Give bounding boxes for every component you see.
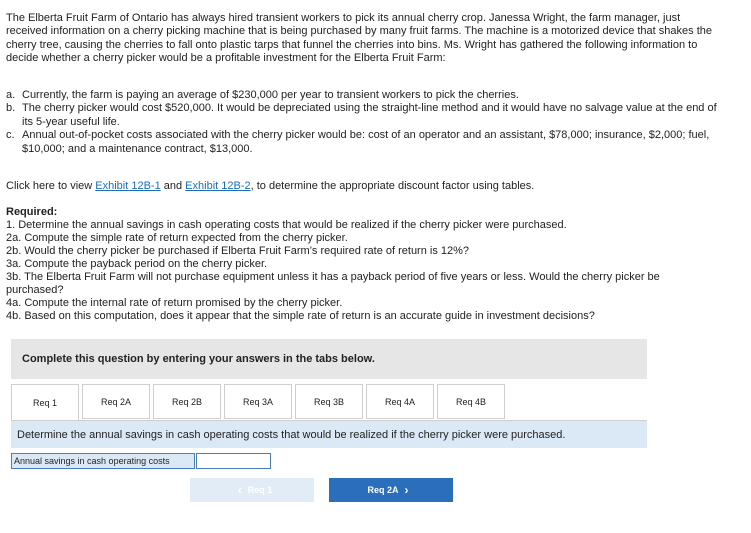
required-item: 4a. Compute the internal rate of return promised by the cherry picker. — [6, 297, 343, 309]
tab-req-2b[interactable]: Req 2B — [153, 384, 221, 419]
exhibit-12b-1-link[interactable]: Exhibit 12B-1 — [95, 180, 161, 192]
tab-req-2a[interactable]: Req 2A — [82, 384, 150, 419]
tab-instruction — [11, 420, 647, 448]
exhibit-prefix: Click here to view — [6, 180, 96, 192]
fact-label: b. — [6, 102, 16, 115]
tab-req-4b[interactable]: Req 4B — [437, 384, 505, 419]
fact-label: c. — [6, 129, 15, 142]
answer-label: Annual savings in cash operating costs — [11, 453, 195, 469]
tab-req-3a[interactable]: Req 3A — [224, 384, 292, 419]
tab-req-3b[interactable]: Req 3B — [295, 384, 363, 419]
exhibit-line — [6, 180, 534, 192]
required-item: 2b. Would the cherry picker be purchased if Elberta Fruit Farm’s required rate of return is 12%? — [6, 245, 470, 257]
instruction-text: Determine the annual savings in cash operating costs that would be realized if the cherry picker were purchased. — [17, 428, 566, 441]
exhibit-and: and — [160, 180, 186, 192]
required-item: 3a. Compute the payback period on the cherry picker. — [6, 258, 268, 270]
required-item: 4b. Based on this computation, does it appear that the simple rate of return is an accurate guide in investment decisions? — [6, 310, 595, 322]
requirement-tabs — [11, 384, 508, 420]
required-item: 1. Determine the annual savings in cash operating costs that would be realized if the cherry picker were purchased. — [6, 219, 567, 231]
annual-savings-input[interactable] — [196, 453, 271, 469]
panel-title: Complete this question by entering your answers in the tabs below. — [22, 353, 375, 365]
prev-button-label: Req 1 — [247, 485, 273, 495]
chevron-left-icon: ‹ — [237, 483, 242, 497]
fact-item — [6, 129, 718, 156]
fact-text: The cherry picker would cost $520,000. It would be depreciated using the straight-line method and it would have no salvage value at the end of its 5-year useful life. — [22, 102, 717, 128]
required-heading: Required: — [6, 206, 58, 218]
required-section — [6, 206, 718, 323]
tab-req-1[interactable]: Req 1 — [11, 384, 79, 421]
prev-req-button[interactable] — [190, 478, 314, 502]
exhibit-12b-2-link[interactable]: Exhibit 12B-2 — [185, 180, 251, 192]
exhibit-suffix: , to determine the appropriate discount factor using tables. — [250, 180, 535, 192]
chevron-right-icon: › — [404, 483, 409, 497]
required-item: 2a. Compute the simple rate of return expected from the cherry picker. — [6, 232, 348, 244]
fact-item — [6, 89, 718, 102]
instructions-panel — [11, 339, 647, 379]
required-item: 3b. The Elberta Fruit Farm will not purchase equipment unless it has a payback period of five years or less. Would the cherry picker be purchased? — [6, 271, 660, 296]
fact-text: Currently, the farm is paying an average of $230,000 per year to transient workers to pick the cherries. — [22, 89, 519, 101]
fact-item — [6, 102, 718, 129]
problem-intro: The Elberta Fruit Farm of Ontario has always hired transient workers to pick its annual cherry crop. Janessa Wright, the farm manager, just received information on a cherry picking machine that is being purchased by many fruit farms. The machine is a motorized device that shakes the cherry tree, causing the cherries to fall onto plastic tarps that funnel the cherries into bins. Ms. Wright has gathered the following information to decide whether a cherry picker would be a profitable investment for the Elberta Fruit Farm: — [6, 12, 712, 65]
fact-label: a. — [6, 89, 16, 101]
tab-req-4a[interactable]: Req 4A — [366, 384, 434, 419]
fact-text: Annual out-of-pocket costs associated with the cherry picker would be: cost of an operator and an assistant, $78,000; insurance, $2,000; fuel, $10,000; and a maintenance contract, $13,000. — [22, 129, 710, 155]
facts-list — [6, 89, 718, 156]
next-req-button[interactable] — [329, 478, 453, 502]
next-button-label: Req 2A — [367, 485, 399, 495]
